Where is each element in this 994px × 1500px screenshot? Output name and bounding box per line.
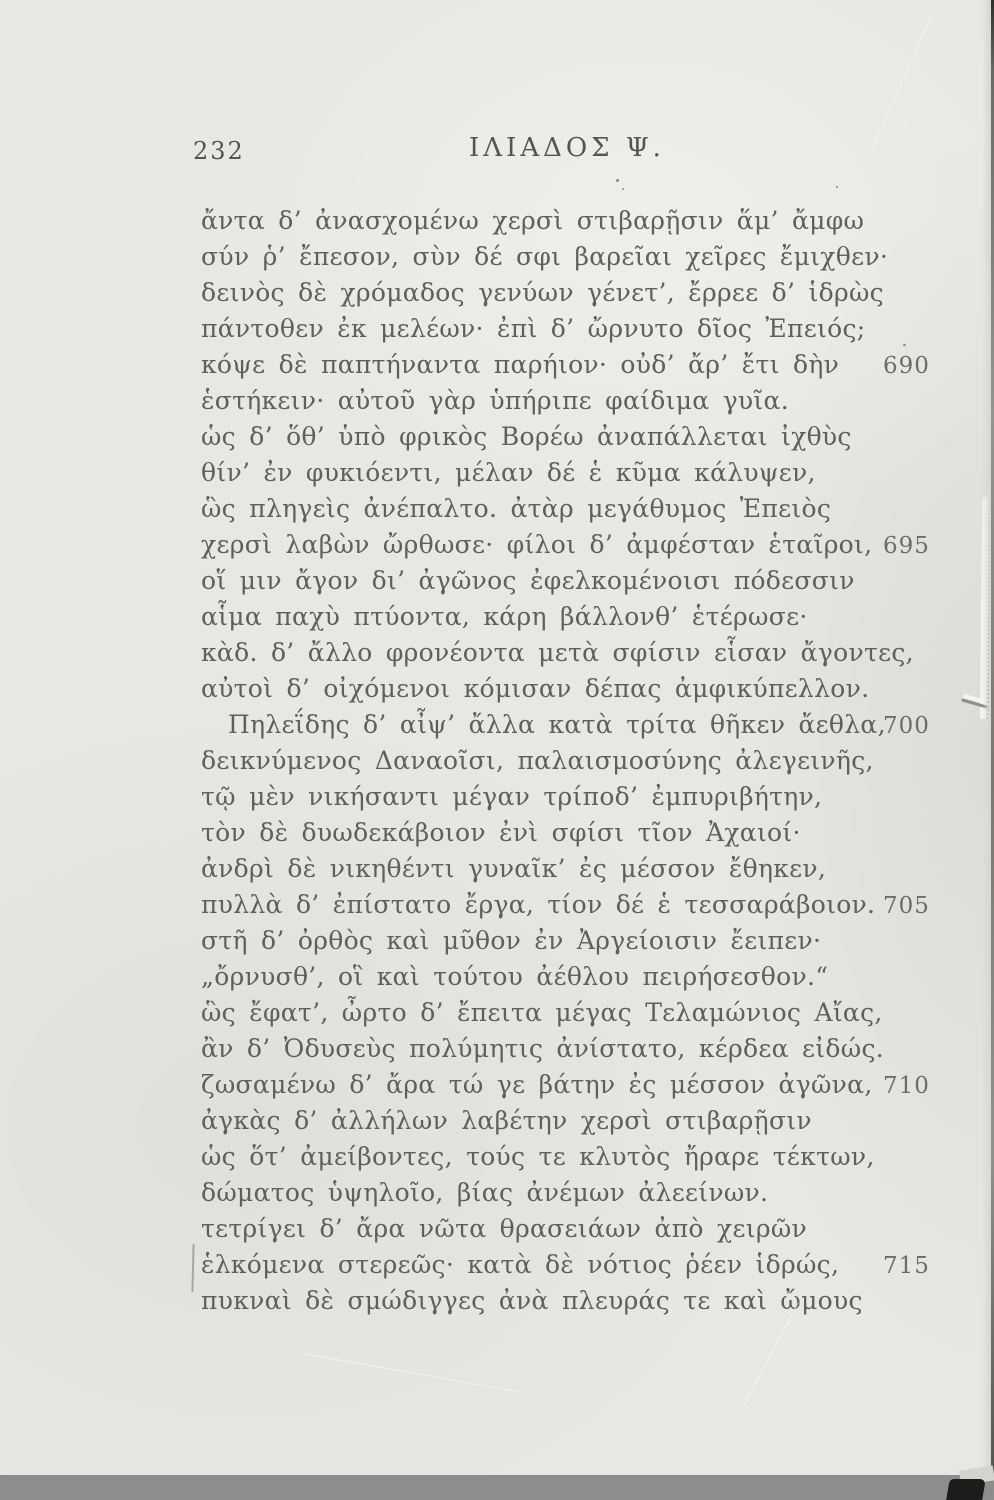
- verse-text: στῆ δ’ ὀρθὸς καὶ μῦθον ἐν Ἀργείοισιν ἔειπεν·: [201, 926, 822, 955]
- verse-line: [201, 563, 971, 599]
- verse-text: ἀνδρὶ δὲ νικηθέντι γυναῖκ’ ἐς μέσσον ἔθηκεν,: [201, 854, 827, 883]
- verse-line: [201, 635, 971, 671]
- verse-line: [201, 923, 971, 959]
- verse-text: ἂν δ’ Ὀδυσεὺς πολύμητις ἀνίστατο, κέρδεα εἰδώς.: [201, 1034, 884, 1063]
- verse-line: [201, 1139, 971, 1175]
- verse-number: 700: [883, 713, 930, 739]
- verse-line: [201, 203, 971, 239]
- verse-line: [201, 275, 971, 311]
- verse-line: [201, 1283, 971, 1319]
- verse-line: [201, 491, 971, 527]
- verse-text: ὡς ὅτ’ ἀμείβοντες, τούς τε κλυτὸς ἤραρε τέκτων,: [201, 1142, 875, 1171]
- verse-text: αὐτοὶ δ’ οἰχόμενοι κόμισαν δέπας ἀμφικύπελλον.: [201, 674, 870, 703]
- paper-scratch: [870, 16, 932, 153]
- verse-text: τῷ μὲν νικήσαντι μέγαν τρίποδ’ ἐμπυριβήτην,: [201, 782, 823, 811]
- verse-number: 715: [883, 1253, 930, 1279]
- verse-number: 695: [883, 533, 930, 559]
- verse-text: ζωσαμένω δ’ ἄρα τώ γε βάτην ἐς μέσσον ἀγῶνα,: [201, 1070, 873, 1099]
- paper-speck: [903, 344, 906, 346]
- verse-text: τὸν δὲ δυωδεκάβοιον ἐνὶ σφίσι τῖον Ἀχαιοί·: [201, 818, 801, 847]
- verse-text: πάντοθεν ἐκ μελέων· ἐπὶ δ’ ὤρνυτο δῖος Ἐπειός;: [201, 314, 866, 343]
- verse-line-paragraph-start: [201, 707, 971, 743]
- verse-line: [201, 815, 971, 851]
- verse-text: Πηλεΐδης δ’ αἶψ’ ἄλλα κατὰ τρίτα θῆκεν ἄεθλα,: [228, 710, 886, 739]
- margin-pencil-mark: [191, 1244, 194, 1292]
- verse-line: [201, 995, 971, 1031]
- verse-text: ὣς πληγεὶς ἀνέπαλτο. ἀτὰρ μεγάθυμος Ἐπειὸς: [201, 494, 832, 523]
- verse-number: 710: [883, 1073, 930, 1099]
- verse-line: [201, 743, 971, 779]
- verse-text: οἵ μιν ἄγον δι’ ἀγῶνος ἐφελκομένοισι πόδεσσιν: [201, 566, 855, 595]
- paper-speck: [836, 186, 838, 188]
- verse-text: χερσὶ λαβὼν ὤρθωσε· φίλοι δ’ ἀμφέσταν ἑταῖροι,: [201, 530, 873, 559]
- verse-line: [201, 419, 971, 455]
- verse-text: ὡς δ’ ὅθ’ ὑπὸ φρικὸς Βορέω ἀναπάλλεται ἰχθὺς: [201, 422, 852, 451]
- verse-text: κὰδ. δ’ ἄλλο φρονέοντα μετὰ σφίσιν εἷσαν ἄγοντες,: [201, 638, 914, 667]
- verse-text: σύν ῥ’ ἔπεσον, σὺν δέ σφι βαρεῖαι χεῖρες ἔμιχθεν·: [201, 242, 889, 271]
- verse-line: [201, 455, 971, 491]
- verse-text: ἑστήκειν· αὐτοῦ γὰρ ὑπήριπε φαίδιμα γυῖα.: [201, 386, 789, 415]
- verse-line: [201, 1211, 971, 1247]
- verse-text-block: [201, 203, 971, 1319]
- paper-scratch: [302, 1353, 519, 1392]
- verse-line: [201, 671, 971, 707]
- verse-line: [201, 383, 971, 419]
- verse-text: πυκναὶ δὲ σμώδιγγες ἀνὰ πλευράς τε καὶ ὤμους: [201, 1286, 863, 1315]
- verse-text: θίν’ ἐν φυκιόεντι, μέλαν δέ ἑ κῦμα κάλυψεν,: [201, 458, 816, 487]
- verse-line: [201, 1247, 971, 1283]
- verse-number: 705: [883, 893, 930, 919]
- verse-text: ἀγκὰς δ’ ἀλλήλων λαβέτην χερσὶ στιβαρῇσιν: [201, 1106, 812, 1135]
- verse-line: [201, 1067, 971, 1103]
- verse-line: [201, 1175, 971, 1211]
- verse-text: ἑλκόμενα στερεῶς· κατὰ δὲ νότιος ῥέεν ἱδρώς,: [201, 1250, 840, 1279]
- verse-line: [201, 887, 971, 923]
- verse-line: [201, 311, 971, 347]
- verse-text: δεινὸς δὲ χρόμαδος γενύων γένετ’, ἔρρεε δ’ ἱδρὼς: [201, 278, 884, 307]
- verse-text: αἷμα παχὺ πτύοντα, κάρη βάλλονθ’ ἑτέρωσε·: [201, 602, 808, 631]
- verse-line: [201, 959, 971, 995]
- verse-number: 690: [883, 353, 930, 379]
- verse-line: [201, 347, 971, 383]
- verse-text: ἄντα δ’ ἀνασχομένω χερσὶ στιβαρῇσιν ἅμ’ ἄμφω: [201, 206, 865, 235]
- paper-speck: [616, 179, 619, 182]
- page-number: 232: [193, 137, 245, 165]
- scan-corner-ink-blob: [946, 1479, 986, 1500]
- paper-speck: [622, 188, 624, 190]
- verse-line: [201, 599, 971, 635]
- verse-text: κόψε δὲ παπτήναντα παρήιον· οὐδ’ ἄρ’ ἔτι δὴν: [201, 350, 840, 379]
- verse-text: ὣς ἔφατ’, ὦρτο δ’ ἔπειτα μέγας Τελαμώνιος Αἴας,: [201, 998, 883, 1027]
- verse-line: [201, 239, 971, 275]
- page-edge-shadow: [982, 0, 991, 1476]
- verse-text: τετρίγει δ’ ἄρα νῶτα θρασειάων ἀπὸ χειρῶν: [201, 1214, 808, 1243]
- running-header-title: ΙΛΙΑΔΟΣ Ψ.: [469, 133, 665, 163]
- verse-line: [201, 1031, 971, 1067]
- verse-line: [201, 779, 971, 815]
- scanner-background-band: [0, 1475, 994, 1500]
- verse-text: „ὄρνυσθ’, οἳ καὶ τούτου ἀέθλου πειρήσεσθον.“: [201, 962, 829, 991]
- verse-line: [201, 851, 971, 887]
- verse-line: [201, 527, 971, 563]
- verse-text: δεικνύμενος Δαναοῖσι, παλαισμοσύνης ἀλεγεινῆς,: [201, 746, 874, 775]
- verse-line: [201, 1103, 971, 1139]
- verse-text: πυλλὰ δ’ ἐπίστατο ἔργα, τίον δέ ἑ τεσσαράβοιον.: [201, 890, 876, 919]
- verse-text: δώματος ὑψηλοῖο, βίας ἀνέμων ἀλεείνων.: [201, 1178, 769, 1207]
